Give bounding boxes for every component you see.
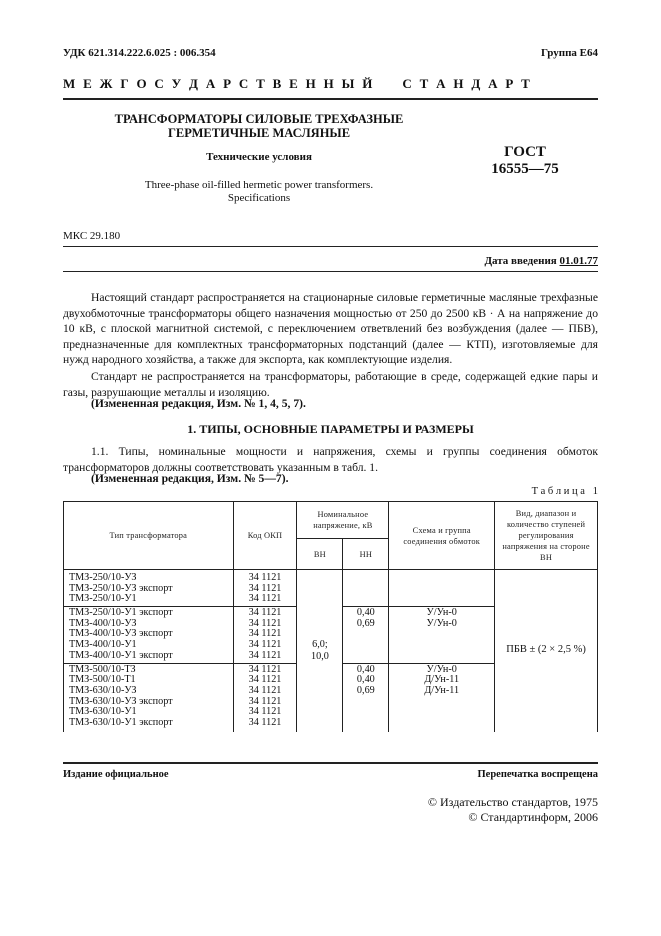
header-voltage: Номинальное напряжение, кВ [297,502,389,539]
english-title-line-1: Three-phase oil-filled hermetic power transformers. [144,179,374,191]
gost-label: ГОСТ [504,144,546,160]
edit-note-2-text: (Измененная редакция, Изм. № 5—7). [91,472,289,485]
table-1 [63,501,598,732]
type-name: ТМЗ-250/10-У1 экспорт [69,607,173,619]
header-range: Вид, диапазон и количество ступеней регулирования напряжения на стороне ВН [495,502,598,570]
scheme-value: Д/Ун-11 [424,674,460,686]
gost-designation [470,144,580,178]
scheme-cell [389,607,495,663]
okp-cell [233,570,297,607]
lv-value: 0,40 [356,607,375,619]
scope-text: Настоящий стандарт распространяется на стационарные силовые герметичные масляные трехфазные двухобмоточные трансформаторы общего назначения мощностью от 250 до 2500 кВ · А на напряжение до 10 кВ, с плоской магнитной системой, с переключением ответвлений без возбуждения (далее — ПБВ), предназначенные для комплектных трансформаторных подстанций (далее — КТП), изготовляемые для нужд народного хозяйства, а также для экспорта, как комплектующие изделия. [63,291,598,367]
scheme-value: У/Ун-0 [426,607,457,619]
section-1-title: 1. ТИПЫ, ОСНОВНЫЕ ПАРАМЕТРЫ И РАЗМЕРЫ [187,422,474,436]
mks-divider [63,246,598,247]
subtitle: Технические условия [206,151,312,163]
okp-code: 34 1121 [248,607,282,619]
okp-code: 34 1121 [248,674,282,686]
type-name: ТМЗ-250/10-УЗ экспорт [69,582,173,594]
clause-1-1-text: 1.1. Типы, номинальные мощности и напряжения, схемы и группы соединения обмоток трансформаторов должны соответствовать указанным в табл. 1. [63,445,598,474]
edit-note-1-text: (Измененная редакция, Изм. № 1, 4, 5, 7). [91,397,306,410]
udc-code: УДК 621.314.222.6.025 : 006.354 [63,47,216,59]
lv-cell [343,607,389,663]
header-lv: НН [343,539,389,570]
reprint-notice: Перепечатка воспрещена [477,769,598,780]
type-name: ТМЗ-400/10-У1 [69,639,137,651]
okp-code: 34 1121 [248,582,282,594]
hv-value-2: 10,0 [311,650,329,662]
copyright-line-2: © Стандартинформ, 2006 [468,810,598,824]
okp-code: 34 1121 [248,572,282,583]
type-name: ТМЗ-500/10-ТЗ [69,663,136,675]
title-line-2: ГЕРМЕТИЧНЫЕ МАСЛЯНЫЕ [167,125,351,140]
okp-code: 34 1121 [248,649,282,661]
scheme-value: У/Ун-0 [426,617,457,629]
lv-value: 0,69 [356,684,375,696]
mks-code: МКС 29.180 [63,230,121,242]
scope-paragraph [63,290,598,368]
type-name: ТМЗ-630/10-У1 экспорт [69,716,173,728]
gost-number: 16555—75 [491,161,559,177]
date-divider [63,271,598,272]
okp-code: 34 1121 [248,628,282,640]
type-name: ТМЗ-250/10-У1 [69,593,137,605]
type-name: ТМЗ-630/10-У1 [69,706,137,718]
scheme-cell [389,663,495,732]
hv-value-1: 6,0; [312,639,328,651]
okp-cell [233,607,297,663]
type-name: ТМЗ-250/10-УЗ [69,572,137,583]
title-line-1: ТРАНСФОРМАТОРЫ СИЛОВЫЕ ТРЕХФАЗНЫЕ [114,112,404,126]
table-row [64,570,598,607]
okp-code: 34 1121 [248,716,282,728]
footer-divider [63,762,598,764]
introduction-date-label: Дата введения [484,255,557,267]
type-name: ТМЗ-400/10-УЗ [69,617,137,629]
english-title-line-2: Specifications [227,192,291,204]
table-caption: Т а б л и ц а 1 [531,486,598,497]
english-title [63,179,455,205]
okp-code: 34 1121 [248,684,282,696]
introduction-date [484,255,598,267]
copyright-line-1: © Издательство стандартов, 1975 [427,795,598,809]
range-cell: ПБВ ± (2 × 2,5 %) [495,570,598,732]
scheme-value: Д/Ун-11 [424,684,460,696]
scheme-value: У/Ун-0 [426,663,457,675]
introduction-date-value: 01.01.77 [559,255,598,267]
okp-code: 34 1121 [248,695,282,707]
header-scheme: Схема и группа соединения обмоток [389,502,495,570]
edit-note-2 [63,471,598,487]
header-okp: Код ОКП [233,502,297,570]
group-code: Группа Е64 [540,47,598,59]
type-name: ТМЗ-500/10-Т1 [69,674,136,686]
type-cell [64,663,234,732]
lv-cell [343,663,389,732]
okp-code: 34 1121 [248,663,282,675]
lv-value: 0,40 [356,663,375,675]
okp-cell [233,663,297,732]
okp-code: 34 1121 [248,706,282,718]
header-hv: ВН [297,539,343,570]
type-name: ТМЗ-630/10-УЗ экспорт [69,695,173,707]
lv-value: 0,40 [356,674,375,686]
okp-code: 34 1121 [248,593,282,605]
official-edition: Издание официальное [63,769,169,780]
okp-code: 34 1121 [248,617,282,629]
type-name: ТМЗ-400/10-УЗ экспорт [69,628,173,640]
lv-value: 0,69 [356,617,375,629]
type-cell [64,607,234,663]
hv-cell [297,570,343,732]
type-name: ТМЗ-630/10-УЗ [69,684,137,696]
exclusion-text: Стандарт не распространяется на трансформаторы, работающие в среде, содержащей едкие пары и газы, разрушающие металлы и изоляцию. [63,370,598,399]
okp-code: 34 1121 [248,639,282,651]
type-name: ТМЗ-400/10-У1 экспорт [69,649,173,661]
interstate-standard-banner: М Е Ж Г О С У Д А Р С Т В Е Н Н Ы Й С Т А Н Д А Р Т [63,76,533,91]
edit-note-1 [63,396,598,412]
type-cell [64,570,234,607]
header-divider [63,98,598,100]
title-block [63,113,455,140]
header-type: Тип трансформатора [64,502,234,570]
scheme-cell [389,570,495,607]
copyright-block [428,795,598,825]
lv-cell [343,570,389,607]
